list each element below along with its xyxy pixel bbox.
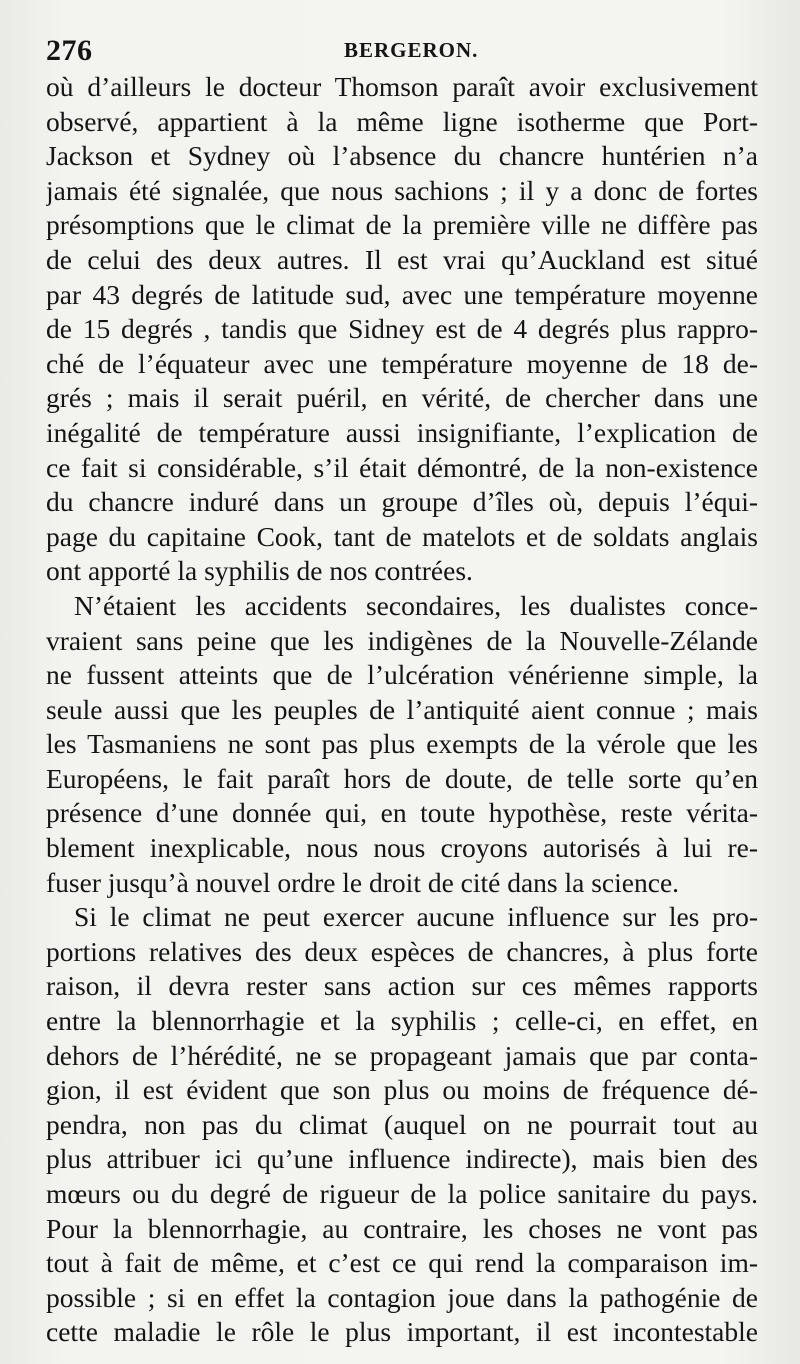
text-line: de celui des deux autres. Il est vrai qu’Auckland est situé xyxy=(46,243,758,275)
text-line: tout à fait de même, et c’est ce qui rend la comparaison im- xyxy=(46,1247,758,1279)
text-line: pendra, non pas du climat (auquel on ne pourrait tout au xyxy=(46,1108,758,1140)
text-line: gion, il est évident que son plus ou moins de fréquence dé- xyxy=(46,1074,758,1106)
text-line: les Tasmaniens ne sont pas plus exempts de la vérole que les xyxy=(46,728,758,760)
text-line: ont apporté la syphilis de nos contrées. xyxy=(46,555,473,587)
text-line: plus attribuer ici qu’une influence indirecte), mais bien des xyxy=(46,1143,758,1175)
text-line: inégalité de température aussi insignifiante, l’explication de xyxy=(46,416,758,448)
body-text xyxy=(46,70,758,1350)
page-number: 276 xyxy=(46,34,93,67)
text-line: entre la blennorrhagie et la syphilis ; celle-ci, en effet, en xyxy=(46,1005,758,1037)
text-line: ne fussent atteints que de l’ulcération vénérienne simple, la xyxy=(46,659,758,691)
text-line: page du capitaine Cook, tant de matelots et de soldats anglais xyxy=(46,520,758,552)
text-line: par 43 degrés de latitude sud, avec une température moyenne xyxy=(46,278,758,310)
text-line: où d’ailleurs le docteur Thomson paraît avoir exclusivement xyxy=(46,71,758,102)
text-line: ce fait si considérable, s’il était démontré, de la non-existence xyxy=(46,451,758,483)
text-line: ché de l’équateur avec une température moyenne de 18 de- xyxy=(46,347,758,379)
text-line: observé, appartient à la même ligne isotherme que Port- xyxy=(46,105,758,137)
text-line: vraient sans peine que les indigènes de la Nouvelle-Zélande xyxy=(46,624,758,656)
text-line: raison, il devra rester sans action sur ces mêmes rapports xyxy=(46,970,758,1002)
text-line: fuser jusqu’à nouvel ordre le droit de cité dans la science. xyxy=(46,866,680,898)
text-line: du chancre induré dans un groupe d’îles où, depuis l’équi- xyxy=(46,486,758,518)
text-line: possible ; si en effet la contagion joue dans la pathogénie de xyxy=(46,1281,758,1313)
text-line: mœurs ou du degré de rigueur de la police sanitaire du pays. xyxy=(46,1178,758,1209)
text-line: présomptions que le climat de la première ville ne diffère pas xyxy=(46,209,758,241)
text-line: de 15 degrés , tandis que Sidney est de 4 degrés plus rappro- xyxy=(46,313,758,345)
text-line: grés ; mais il serait puéril, en vérité, de chercher dans une xyxy=(46,382,758,414)
text-line: N’étaient les accidents secondaires, les dualistes conce- xyxy=(74,589,758,621)
text-line: cette maladie le rôle le plus important, il est incontestable xyxy=(46,1316,758,1348)
running-head xyxy=(46,34,758,70)
text-line: portions relatives des deux espèces de chancres, à plus forte xyxy=(46,935,758,967)
text-line: présence d’une donnée qui, en toute hypothèse, reste vérita- xyxy=(46,797,758,829)
text-line: blement inexplicable, nous nous croyons autorisés à lui re- xyxy=(46,832,758,864)
running-title: BERGERON. xyxy=(344,38,479,62)
text-line: dehors de l’hérédité, ne se propageant jamais que par conta- xyxy=(46,1039,758,1071)
text-line: Pour la blennorrhagie, au contraire, les choses ne vont pas xyxy=(46,1212,758,1244)
text-line: jamais été signalée, que nous sachions ; il y a donc de fortes xyxy=(46,174,758,206)
text-line: Si le climat ne peut exercer aucune influence sur les pro- xyxy=(74,901,758,933)
text-line: seule aussi que les peuples de l’antiquité aient connue ; mais xyxy=(46,693,758,725)
text-line: Jackson et Sydney où l’absence du chancre huntérien n’a xyxy=(46,140,758,172)
text-line: Européens, le fait paraît hors de doute, de telle sorte qu’en xyxy=(46,762,758,794)
